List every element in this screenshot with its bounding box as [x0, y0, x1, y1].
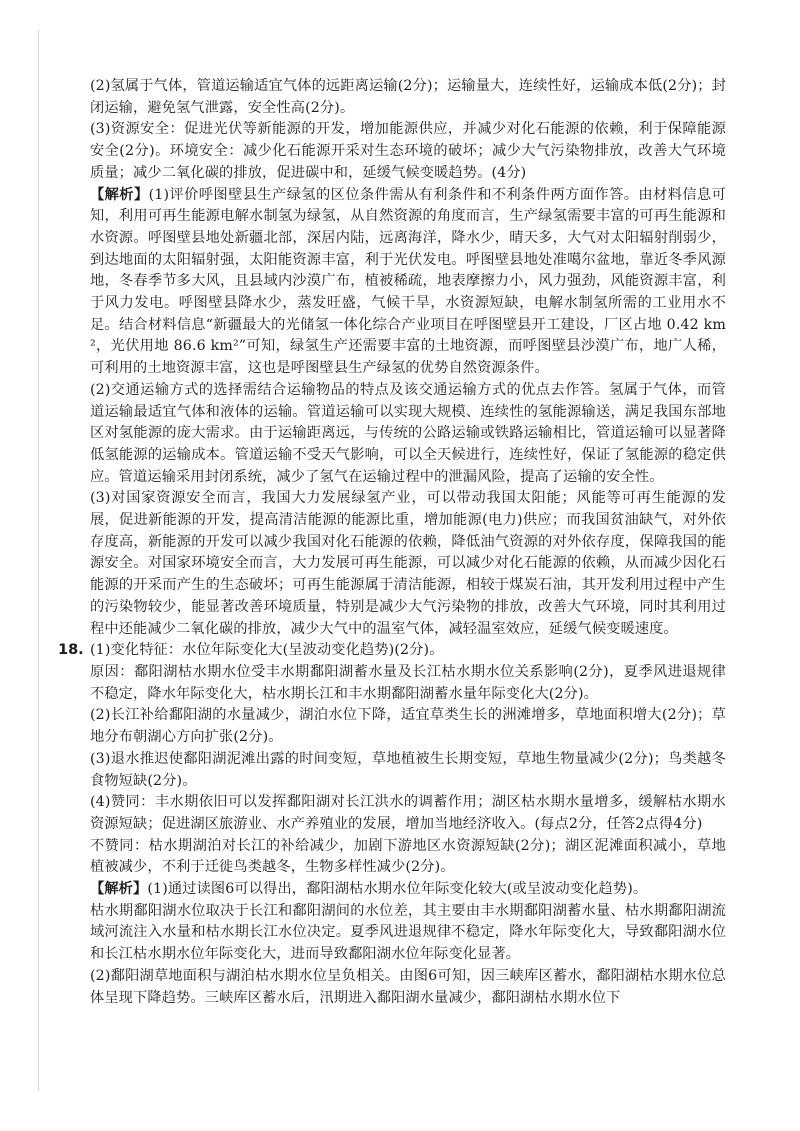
analysis-tag: 【解析】 [90, 881, 148, 898]
answer-paragraph [62, 185, 726, 380]
answer-paragraph [62, 966, 726, 1009]
question-18-block [58, 640, 726, 662]
paragraph-text: (3)资源安全：促进光伏等新能源的开发，增加能源供应，并减少对化石能源的依赖，利于保障能源安全(2分)。环境安全：减少化石能源开采对生态环境的破坏；减少大气污染物排放，改善大气环境质量；减少二氧化碳的排放，促进碳中和，延缓气候变暖趋势。(4分) [90, 121, 726, 181]
answer-paragraph [62, 792, 726, 835]
paragraph-text: (3)对国家资源安全而言，我国大力发展绿氢产业，可以带动我国太阳能；风能等可再生能源的发展，促进新能源的开发，提高清洁能源的能源比重，增加能源(电力)供应；而我国贫油缺气，对外依存度高，新能源的开发可以减少我国对化石能源的依赖，降低油气资源的对外依存度，保障我国的能源安全。对国家环境安全而言，大力发展可再生能源，可以减少对化石能源的依赖，从而减少因化石能源的开采而产生的生态破坏；可再生能源属于清洁能源，相较于煤炭石油，其开发利用过程中产生的污染物较少，能显著改善环境质量，特别是减少大气污染物的排放，改善大气环境，同时其利用过程中还能减少二氧化碳的排放，减少大气中的温室气体，减轻温室效应，延缓气候变暖速度。 [90, 490, 726, 637]
paragraph-text: (1)通过读图6可以得出，鄱阳湖枯水期水位年际变化较大(或呈波动变化趋势)。 [147, 881, 648, 898]
paragraph-text: (2)氢属于气体，管道运输适宜气体的远距离运输(2分)；运输量大，连续性好，运输成本低(2分)；封闭运输，避免氢气泄露，安全性高(2分)。 [90, 78, 726, 116]
paragraph-text: (3)退水推迟使鄱阳湖泥滩出露的时间变短，草地植被生长期变短，草地生物量减少(2分)；鸟类越冬食物短缺(2分)。 [90, 750, 726, 789]
paragraph-text: (2)鄱阳湖草地面积与湖泊枯水期水位呈负相关。由图6可知，因三峡库区蓄水，鄱阳湖枯水期水位总体呈现下降趋势。三峡库区蓄水后，汛期进入鄱阳湖水量减少，鄱阳湖枯水期水位下 [90, 967, 726, 1006]
answer-paragraph [62, 836, 726, 879]
answer-paragraph [62, 901, 726, 966]
paragraph-text: 原因：鄱阳湖枯水期水位受丰水期鄱阳湖蓄水量及长江枯水期水位关系影响(2分)，夏季风进退规律不稳定，降水年际变化大，枯水期长江和丰水期鄱阳湖蓄水量年际变化大(2分)。 [90, 663, 726, 702]
answer-page [58, 76, 727, 1009]
scan-edge [38, 30, 39, 1091]
paragraph-text: (4)赞同：丰水期依旧可以发挥鄱阳湖对长江洪水的调蓄作用；湖区枯水期水量增多，缓解枯水期水资源短缺；促进湖区旅游业、水产养殖业的发展，增加当地经济收入。(每点2分，任答2点得4分) [90, 794, 726, 832]
analysis-tag: 【解析】 [90, 186, 149, 203]
answer-paragraph [90, 640, 726, 662]
paragraph-text: (1)评价呼图壁县生产绿氢的区位条件需从有利条件和不利条件两方面作答。由材料信息可知，利用可再生能源电解水制氢为绿氢，从自然资源的角度而言，生产绿氢需要丰富的可再生能源和水资源。呼图壁县地处新疆北部，深居内陆，远离海洋，降水少，晴天多，大气对太阳辐射削弱少，到达地面的太阳辐射强，太阳能资源丰富，利于光伏发电。呼图壁县地处准噶尔盆地，靠近冬季风源地，冬春季节多大风，且县域内沙漠广布，植被稀疏，地表摩擦力小，风力强劲，风能资源丰富，利于风力发电。呼图壁县降水少，蒸发旺盛，气候干旱，水资源短缺，电解水制氢所需的工业用水不足。结合材料信息“新疆最大的光储氢一体化综合产业项目在呼图壁县开工建设，厂区占地 0.42 km²，光伏用地 86.6 km²”可知，绿氢生产还需要丰富的土地资源，而呼图壁县沙漠广布，地广人稀，可利用的土地资源丰富，这也是呼图壁县生产绿氢的优势自然资源条件。 [90, 186, 727, 377]
paragraph-text: (2)长江补给鄱阳湖的水量减少，湖泊水位下降，适宜草类生长的洲滩增多，草地面积增大(2分)；草地分布朝湖心方向扩张(2分)。 [90, 707, 726, 746]
paragraph-text: 枯水期鄱阳湖水位取决于长江和鄱阳湖间的水位差，其主要由丰水期鄱阳湖蓄水量、枯水期鄱阳湖流域河流注入水量和枯水期长江水位决定。夏季风进退规律不稳定，降水年际变化大，导致鄱阳湖水位和长江枯水期水位年际变化大，进而导致鄱阳湖水位年际变化显著。 [90, 902, 726, 963]
paragraph-text: 不赞同：枯水期湖泊对长江的补给减少，加剧下游地区水资源短缺(2分)；湖区泥滩面积减小，草地植被减少，不利于迁徙鸟类越冬，生物多样性减少(2分)。 [90, 837, 726, 876]
answer-paragraph [62, 879, 726, 901]
answer-paragraph [62, 662, 726, 705]
paragraph-text: (2)交通运输方式的选择需结合运输物品的特点及该交通运输方式的优点去作答。氢属于气体，而管道运输最适宜气体和液体的运输。管道运输可以实现大规模、连续性的氢能源输送，满足我国东部地区对氢能源的庞大需求。由于运输距离远，与传统的公路运输或铁路运输相比，管道运输可以显著降低氢能源的运输成本。管道运输不受天气影响，可以全天候进行，连续性好，保证了氢能源的稳定供应。管道运输采用封闭系统，减少了氢气在运输过程中的泄漏风险，提高了运输的安全性。 [90, 381, 726, 485]
answer-paragraph [62, 380, 726, 489]
answer-paragraph [62, 76, 726, 119]
answer-paragraph [62, 119, 726, 184]
paragraph-text: (1)变化特征：水位年际变化大(呈波动变化趋势)(2分)。 [90, 642, 444, 659]
answer-paragraph [62, 705, 726, 748]
question-number: 18. [58, 642, 84, 659]
answer-paragraph [62, 749, 726, 792]
answer-paragraph [62, 488, 726, 640]
